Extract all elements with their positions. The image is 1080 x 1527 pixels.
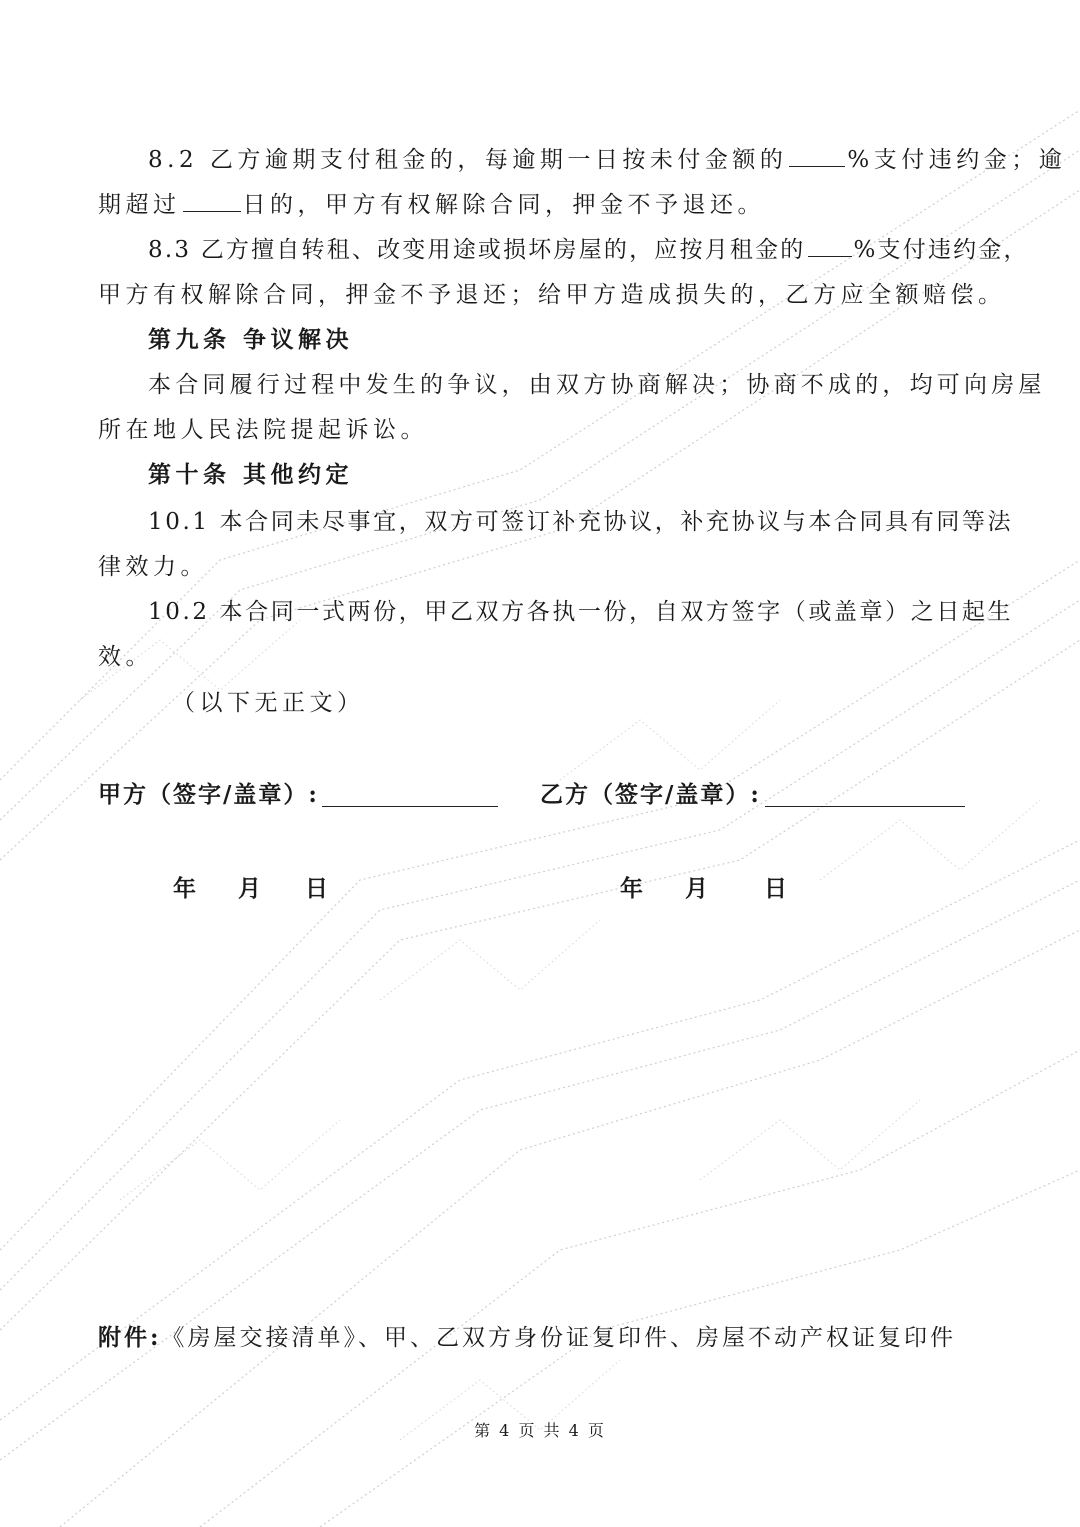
party-a-date-day: 日 xyxy=(305,875,328,902)
clause-10-1-line1: 10.1 本合同未尽事宜，双方可签订补充协议，补充协议与本合同具有同等法 xyxy=(148,509,1014,535)
party-a-date-month: 月 xyxy=(238,875,261,902)
party-b-date-month: 月 xyxy=(685,875,708,902)
party-a-signature-label: 甲方（签字/盖章）: xyxy=(98,781,319,808)
clause-8-2-line2: 期超过 日的，甲方有权解除合同，押金不予退还。 xyxy=(98,192,765,218)
party-b-date-day: 日 xyxy=(764,875,787,902)
blank-field xyxy=(789,146,845,167)
page-number-footer: 第 4 页 共 4 页 xyxy=(474,1421,606,1440)
no-text-below: （以下无正文） xyxy=(172,690,365,716)
article-10-heading: 第十条 其他约定 xyxy=(148,461,354,488)
article-9-line1: 本合同履行过程中发生的争议，由双方协商解决；协商不成的，均可向房屋 xyxy=(148,372,1046,398)
party-b-signature-field[interactable] xyxy=(765,806,965,807)
clause-8-2-line1: 8.2 乙方逾期支付租金的，每逾期一日按未付金额的 %支付违约金；逾 xyxy=(148,147,1067,173)
party-a-signature-field[interactable] xyxy=(322,806,498,807)
clause-10-2-line2: 效。 xyxy=(98,644,153,670)
party-b-date-year: 年 xyxy=(620,875,643,902)
attachment-text: 《房屋交接清单》、甲、乙双方身份证复印件、房屋不动产权证复印件 xyxy=(161,1325,956,1351)
party-a-date-year: 年 xyxy=(173,875,196,902)
article-9-line2: 所在地人民法院提起诉讼。 xyxy=(98,417,428,443)
blank-field xyxy=(808,236,852,257)
blank-field xyxy=(183,191,241,212)
clause-8-3-line1: 8.3 乙方擅自转租、改变用途或损坏房屋的，应按月租金的 %支付违约金， xyxy=(148,237,1029,263)
party-b-signature-label: 乙方（签字/盖章）: xyxy=(540,781,761,808)
attachment-label: 附件: xyxy=(98,1324,162,1351)
clause-10-2-line1: 10.2 本合同一式两份，甲乙双方各执一份，自双方签字（或盖章）之日起生 xyxy=(148,599,1014,625)
clause-10-1-line2: 律效力。 xyxy=(98,554,208,580)
attachment xyxy=(98,1323,956,1353)
clause-8-3-line2: 甲方有权解除合同，押金不予退还；给甲方造成损失的，乙方应全额赔偿。 xyxy=(98,282,1006,308)
article-9-heading: 第九条 争议解决 xyxy=(148,326,354,353)
